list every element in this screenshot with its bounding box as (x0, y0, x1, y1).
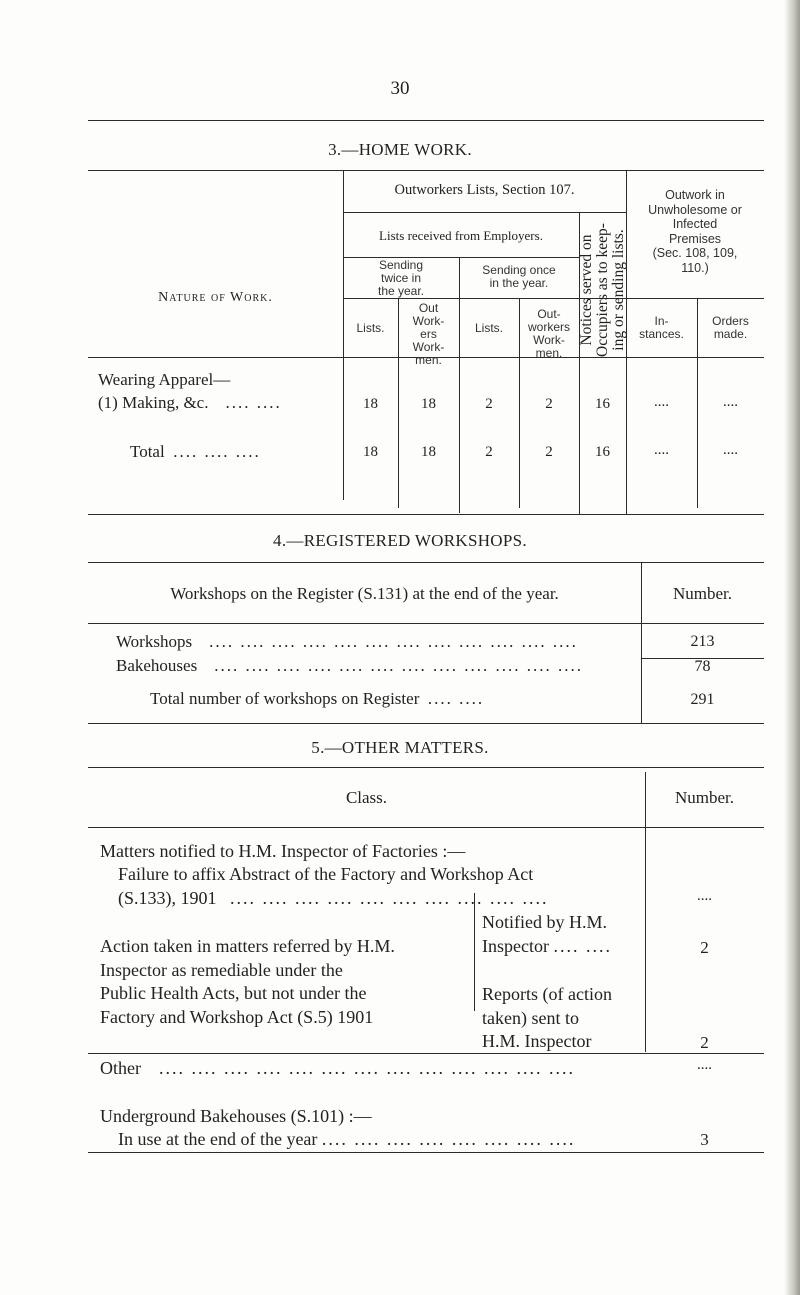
rule (88, 723, 764, 724)
page-number: 30 (390, 78, 410, 99)
other-number-header: Number. (674, 788, 735, 807)
row-making-label: (1) Making, &c. .... .... (98, 393, 282, 412)
other-value: .... (697, 1057, 712, 1073)
col-outworkers-once-header: Out- workers Work- men. (527, 307, 570, 360)
row1-cell: 18 (363, 396, 378, 412)
bakehouses-value: 78 (694, 658, 711, 675)
col-instances-header: In- stances. (639, 314, 684, 341)
total-cell: .... (654, 442, 669, 458)
workshops-register-header: Workshops on the Register (S.131) at the end of the year. (170, 584, 559, 603)
notified-text: Notified by H.M. Inspector .... .... (482, 912, 612, 956)
section4-title: 4.—REGISTERED WORKSHOPS. (273, 531, 527, 550)
other-row-label: Other .... .... .... .... .... .... .... .... .... .... .... .... .... (100, 1058, 575, 1078)
failure-value: .... (697, 888, 712, 904)
sending-twice-header: Sending twice in the year. (377, 258, 425, 298)
total-cell: 2 (545, 444, 553, 460)
total-workshops-value: 291 (690, 691, 715, 708)
total-cell: 2 (485, 444, 493, 460)
in-use-value: 3 (700, 1130, 709, 1149)
matters-notified-line: Matters notified to H.M. Inspector of Factories :— (100, 841, 466, 861)
total-workshops-label: Total number of workshops on Register .... .... (150, 689, 485, 708)
action-taken-text: Action taken in matters referred by H.M. Inspector as remediable under the Public Health Acts, but not under the Factory and Workshop Act (S.5) 1901 (100, 936, 395, 1027)
class-header: Class. (345, 788, 388, 807)
lists-received-header: Lists received from Employers. (379, 228, 543, 243)
row1-cell: .... (723, 394, 738, 410)
rule (343, 298, 764, 299)
total-cell: 16 (595, 444, 610, 460)
total-row-label: Total .... .... .... (130, 442, 261, 461)
col-lists-once-header: Lists. (474, 321, 503, 335)
rule (88, 120, 764, 121)
bakehouses-row-label: Bakehouses .... .... .... .... .... .... .... .... .... .... .... .... (116, 656, 583, 675)
in-use-line: In use at the end of the year .... .... .... .... .... .... .... .... (118, 1129, 576, 1149)
row1-cell: .... (654, 394, 669, 410)
rule (88, 514, 764, 515)
reports-text: Reports (of action taken) sent to H.M. Inspector (482, 984, 612, 1051)
row-wearing-apparel-label: Wearing Apparel— (98, 370, 231, 389)
col-orders-header: Orders made. (712, 314, 749, 341)
total-cell: .... (723, 442, 738, 458)
underground-line: Underground Bakehouses (S.101) :— (100, 1106, 372, 1126)
rule (88, 1053, 764, 1054)
col-outworkers-header: Out Work- ers Work- men. (412, 301, 445, 367)
rule (645, 772, 646, 1052)
failure-line-2: (S.133), 1901 .... .... .... .... .... .... .... .... .... .... (118, 888, 549, 908)
rule (88, 827, 764, 828)
notices-served-header: Notices served on Occupiers as to keep- ing or sending lists. (578, 223, 627, 357)
rule (88, 623, 764, 624)
total-cell: 18 (363, 444, 378, 460)
nature-of-work-header: Nature of Work. (158, 290, 273, 305)
rule (343, 212, 626, 213)
section5-title: 5.—OTHER MATTERS. (311, 738, 489, 757)
sending-once-header: Sending once in the year. (482, 263, 556, 290)
page-edge-shadow (784, 0, 800, 1295)
row1-cell: 2 (485, 396, 493, 412)
row1-cell: 16 (595, 396, 610, 412)
col-lists-header: Lists. (356, 321, 385, 335)
section3-title: 3.—HOME WORK. (328, 140, 472, 159)
outworkers-lists-header: Outworkers Lists, Section 107. (394, 182, 575, 198)
rule (459, 257, 460, 513)
number-header: Number. (672, 584, 733, 603)
workshops-value: 213 (690, 633, 715, 650)
rule (88, 170, 764, 171)
row1-cell: 2 (545, 396, 553, 412)
row1-cell: 18 (421, 396, 436, 412)
total-cell: 18 (421, 444, 436, 460)
unwholesome-premises-header: Outwork in Unwholesome or Infected Premises (Sec. 108, 109, 110.) (648, 188, 742, 275)
rule (88, 562, 764, 563)
rule (88, 1152, 764, 1153)
failure-line-1: Failure to affix Abstract of the Factory and Workshop Act (118, 864, 534, 884)
reports-value: 2 (700, 1033, 709, 1052)
rule (88, 767, 764, 768)
rule (474, 893, 475, 1011)
notified-value: 2 (700, 938, 709, 957)
workshops-row-label: Workshops .... .... .... .... .... .... .... .... .... .... .... .... (116, 632, 578, 651)
